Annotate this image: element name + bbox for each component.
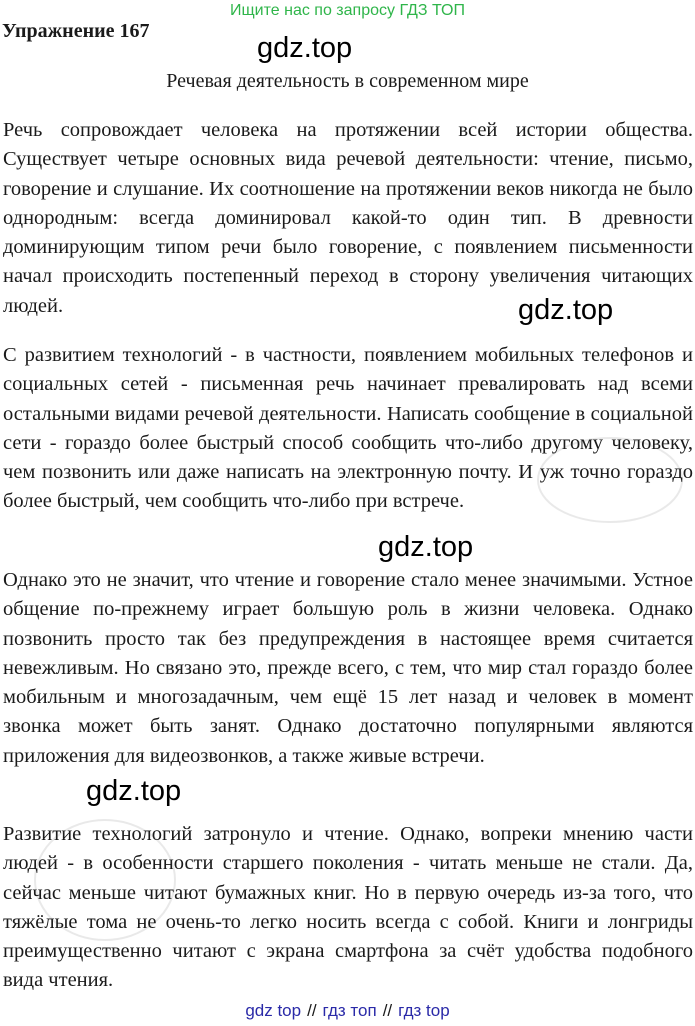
paragraph-1: Речь сопровождает человека на протяжении всей истории общества. Существует четыре основных вида речевой деятельности: чтение, письмо, говорение и слушание. Их соотношение на протяжении веков никогда не было однородным: всегда доминировал какой-то один тип. В древности доминирующим типом речи было говорение, с появлением письменности начал происходить постепенный переход в сторону увеличения читающих людей. xyxy=(3,119,693,317)
watermark: gdz.top xyxy=(86,775,182,807)
footer-links xyxy=(0,1001,695,1021)
watermark: gdz.top xyxy=(378,531,474,563)
essay-title: Речевая деятельность в современном мире xyxy=(166,70,529,92)
footer-link[interactable]: гдз топ xyxy=(322,1001,377,1020)
footer-link[interactable]: gdz top xyxy=(245,1001,302,1020)
watermark: gdz.top xyxy=(518,294,614,326)
faint-stamp xyxy=(530,420,690,540)
footer-separator: // xyxy=(307,1001,317,1020)
watermark: gdz.top xyxy=(257,32,353,64)
search-banner: Ищите нас по запросу ГДЗ ТОП xyxy=(230,2,465,19)
footer-link[interactable]: гдз top xyxy=(398,1001,450,1020)
paragraph-2: С развитием технологий - в частности, появлением мобильных телефонов и социальных сетей - письменная речь начинает превалировать над всеми остальными видами речевой деятельности. Написать сообщение в социальной сети - гораздо более быстрый способ сообщить что-либо другому человеку, чем позвонить или даже написать на электронную почту. И уж точно гораздо более быстрый, чем сообщить что-либо при встрече. xyxy=(3,344,693,513)
footer-separator: // xyxy=(382,1001,393,1020)
faint-stamp xyxy=(20,800,190,960)
exercise-title: Упражнение 167 xyxy=(2,20,150,42)
paragraph-3: Однако это не значит, что чтение и говорение стало менее значимыми. Устное общение по-прежнему играет большую роль в жизни человека. Однако позвонить просто так без предупреждения в настоящее время считается невежливым. Но связано это, прежде всего, с тем, что мир стал гораздо более мобильным и многозадачным, чем ещё 15 лет назад и человек в момент звонка может быть занят. Однако достаточно популярными являются приложения для видеозвонков, а также живые встречи. xyxy=(3,569,693,767)
paragraph-4: Развитие технологий затронуло и чтение. Однако, вопреки мнению части людей - в особенности старшего поколения - читать меньше не стали. Да, сейчас меньше читают бумажных книг. Но в первую очередь из-за того, что тяжёлые тома не очень-то легко носить всегда с собой. Книги и лонгриды преимущественно читают с экрана смартфона за счёт удобства подобного вида чтения. xyxy=(3,823,693,992)
